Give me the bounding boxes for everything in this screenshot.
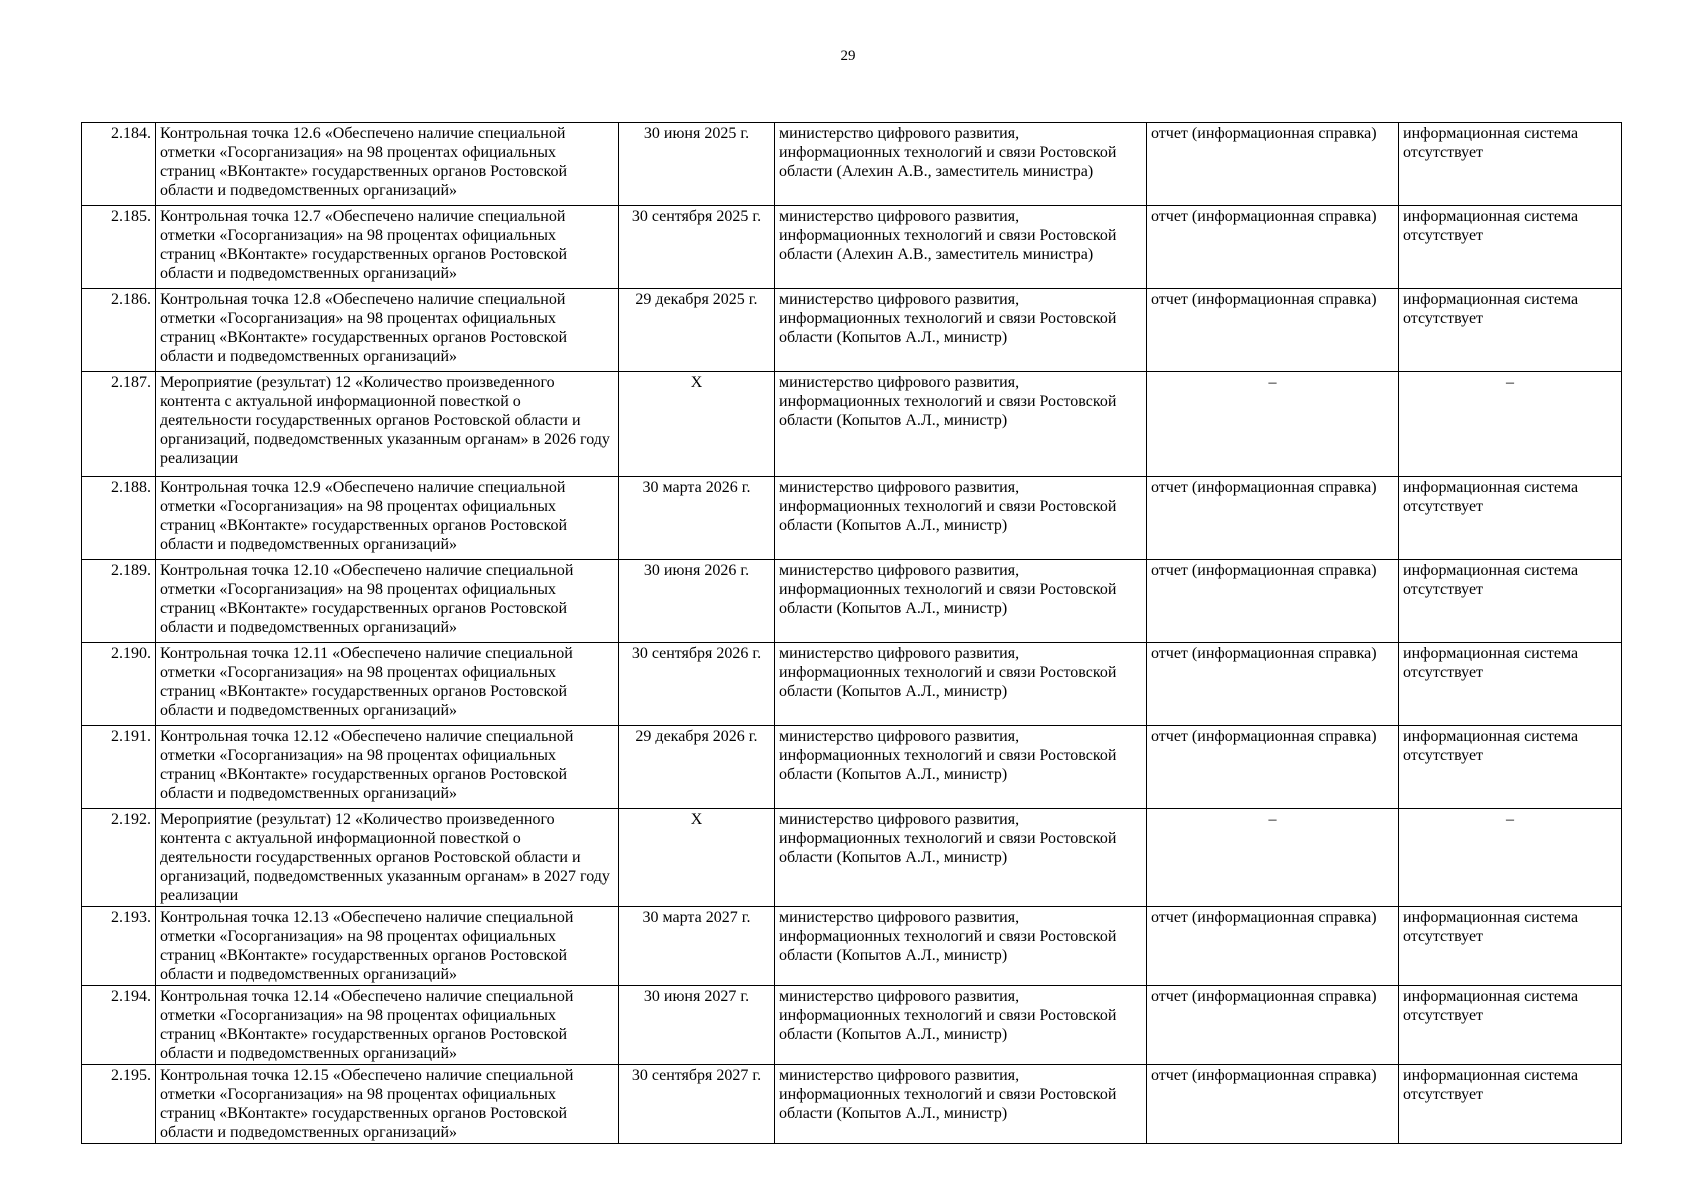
row-description: Контрольная точка 12.15 «Обеспечено наличие специальной отметки «Госорганизация» на 98 процентах официальных страниц «ВКонтакте» государственных органов Ростовской области и подведомственных организаций» — [156, 1065, 619, 1144]
row-responsible: министерство цифрового развития, информационных технологий и связи Ростовской области (Копытов А.Л., министр) — [775, 477, 1147, 560]
row-responsible: министерство цифрового развития, информационных технологий и связи Ростовской области (Копытов А.Л., министр) — [775, 289, 1147, 372]
row-responsible: министерство цифрового развития, информационных технологий и связи Ростовской области (Копытов А.Л., министр) — [775, 560, 1147, 643]
row-description: Контрольная точка 12.6 «Обеспечено наличие специальной отметки «Госорганизация» на 98 процентах официальных страниц «ВКонтакте» государственных органов Ростовской области и подведомственных организаций» — [156, 123, 619, 206]
row-responsible: министерство цифрового развития, информационных технологий и связи Ростовской области (Копытов А.Л., министр) — [775, 809, 1147, 907]
row-system: информационная система отсутствует — [1399, 907, 1622, 986]
row-document: отчет (информационная справка) — [1147, 477, 1399, 560]
row-description: Контрольная точка 12.9 «Обеспечено наличие специальной отметки «Госорганизация» на 98 процентах официальных страниц «ВКонтакте» государственных органов Ростовской области и подведомственных организаций» — [156, 477, 619, 560]
row-description: Контрольная точка 12.7 «Обеспечено наличие специальной отметки «Госорганизация» на 98 процентах официальных страниц «ВКонтакте» государственных органов Ростовской области и подведомственных организаций» — [156, 206, 619, 289]
row-system: информационная система отсутствует — [1399, 289, 1622, 372]
row-document: – — [1147, 809, 1399, 907]
row-date: 29 декабря 2026 г. — [619, 726, 775, 809]
row-responsible: министерство цифрового развития, информационных технологий и связи Ростовской области (Копытов А.Л., министр) — [775, 907, 1147, 986]
row-date: 29 декабря 2025 г. — [619, 289, 775, 372]
row-number: 2.187. — [82, 372, 156, 477]
row-system: информационная система отсутствует — [1399, 123, 1622, 206]
row-date: 30 марта 2026 г. — [619, 477, 775, 560]
row-date: 30 сентября 2026 г. — [619, 643, 775, 726]
row-responsible: министерство цифрового развития, информационных технологий и связи Ростовской области (Копытов А.Л., министр) — [775, 1065, 1147, 1144]
row-system: информационная система отсутствует — [1399, 986, 1622, 1065]
row-system: информационная система отсутствует — [1399, 1065, 1622, 1144]
row-document: отчет (информационная справка) — [1147, 907, 1399, 986]
row-description: Контрольная точка 12.14 «Обеспечено наличие специальной отметки «Госорганизация» на 98 процентах официальных страниц «ВКонтакте» государственных органов Ростовской области и подведомственных организаций» — [156, 986, 619, 1065]
row-responsible: министерство цифрового развития, информационных технологий и связи Ростовской области (Копытов А.Л., министр) — [775, 726, 1147, 809]
row-number: 2.186. — [82, 289, 156, 372]
row-number: 2.188. — [82, 477, 156, 560]
row-document: отчет (информационная справка) — [1147, 643, 1399, 726]
row-number: 2.184. — [82, 123, 156, 206]
table-row — [82, 477, 1622, 560]
table-row — [82, 809, 1622, 907]
table-row — [82, 643, 1622, 726]
table-row — [82, 372, 1622, 477]
table-row — [82, 206, 1622, 289]
row-number: 2.195. — [82, 1065, 156, 1144]
row-number: 2.190. — [82, 643, 156, 726]
row-date: X — [619, 809, 775, 907]
row-system: информационная система отсутствует — [1399, 477, 1622, 560]
row-description: Контрольная точка 12.12 «Обеспечено наличие специальной отметки «Госорганизация» на 98 процентах официальных страниц «ВКонтакте» государственных органов Ростовской области и подведомственных организаций» — [156, 726, 619, 809]
row-description: Мероприятие (результат) 12 «Количество произведенного контента с актуальной информационной повесткой о деятельности государственных органов Ростовской области и организаций, подведомственных указанным органам» в 2027 году реализации — [156, 809, 619, 907]
row-document: отчет (информационная справка) — [1147, 1065, 1399, 1144]
row-description: Контрольная точка 12.8 «Обеспечено наличие специальной отметки «Госорганизация» на 98 процентах официальных страниц «ВКонтакте» государственных органов Ростовской области и подведомственных организаций» — [156, 289, 619, 372]
row-system: информационная система отсутствует — [1399, 206, 1622, 289]
row-responsible: министерство цифрового развития, информационных технологий и связи Ростовской области (Алехин А.В., заместитель министра) — [775, 123, 1147, 206]
table-row — [82, 986, 1622, 1065]
table-row — [82, 560, 1622, 643]
row-system: – — [1399, 809, 1622, 907]
plan-table — [81, 122, 1622, 1144]
row-system: информационная система отсутствует — [1399, 643, 1622, 726]
row-document: отчет (информационная справка) — [1147, 560, 1399, 643]
row-number: 2.192. — [82, 809, 156, 907]
table-row — [82, 726, 1622, 809]
row-document: отчет (информационная справка) — [1147, 206, 1399, 289]
row-date: 30 марта 2027 г. — [619, 907, 775, 986]
table-row — [82, 123, 1622, 206]
row-document: – — [1147, 372, 1399, 477]
row-system: – — [1399, 372, 1622, 477]
row-date: 30 июня 2025 г. — [619, 123, 775, 206]
row-responsible: министерство цифрового развития, информационных технологий и связи Ростовской области (Алехин А.В., заместитель министра) — [775, 206, 1147, 289]
row-date: 30 июня 2027 г. — [619, 986, 775, 1065]
row-number: 2.194. — [82, 986, 156, 1065]
row-system: информационная система отсутствует — [1399, 560, 1622, 643]
row-number: 2.191. — [82, 726, 156, 809]
table-row — [82, 907, 1622, 986]
row-number: 2.185. — [82, 206, 156, 289]
page-number: 29 — [840, 48, 856, 64]
row-document: отчет (информационная справка) — [1147, 289, 1399, 372]
row-description: Контрольная точка 12.11 «Обеспечено наличие специальной отметки «Госорганизация» на 98 процентах официальных страниц «ВКонтакте» государственных органов Ростовской области и подведомственных организаций» — [156, 643, 619, 726]
row-document: отчет (информационная справка) — [1147, 123, 1399, 206]
row-system: информационная система отсутствует — [1399, 726, 1622, 809]
row-document: отчет (информационная справка) — [1147, 726, 1399, 809]
row-date: X — [619, 372, 775, 477]
table-row — [82, 1065, 1622, 1144]
row-number: 2.193. — [82, 907, 156, 986]
row-date: 30 июня 2026 г. — [619, 560, 775, 643]
row-document: отчет (информационная справка) — [1147, 986, 1399, 1065]
row-description: Мероприятие (результат) 12 «Количество произведенного контента с актуальной информационной повесткой о деятельности государственных органов Ростовской области и организаций, подведомственных указанным органам» в 2026 году реализации — [156, 372, 619, 477]
row-responsible: министерство цифрового развития, информационных технологий и связи Ростовской области (Копытов А.Л., министр) — [775, 372, 1147, 477]
row-number: 2.189. — [82, 560, 156, 643]
row-date: 30 сентября 2025 г. — [619, 206, 775, 289]
row-responsible: министерство цифрового развития, информационных технологий и связи Ростовской области (Копытов А.Л., министр) — [775, 986, 1147, 1065]
table-row — [82, 289, 1622, 372]
row-responsible: министерство цифрового развития, информационных технологий и связи Ростовской области (Копытов А.Л., министр) — [775, 643, 1147, 726]
row-date: 30 сентября 2027 г. — [619, 1065, 775, 1144]
row-description: Контрольная точка 12.10 «Обеспечено наличие специальной отметки «Госорганизация» на 98 процентах официальных страниц «ВКонтакте» государственных органов Ростовской области и подведомственных организаций» — [156, 560, 619, 643]
row-description: Контрольная точка 12.13 «Обеспечено наличие специальной отметки «Госорганизация» на 98 процентах официальных страниц «ВКонтакте» государственных органов Ростовской области и подведомственных организаций» — [156, 907, 619, 986]
